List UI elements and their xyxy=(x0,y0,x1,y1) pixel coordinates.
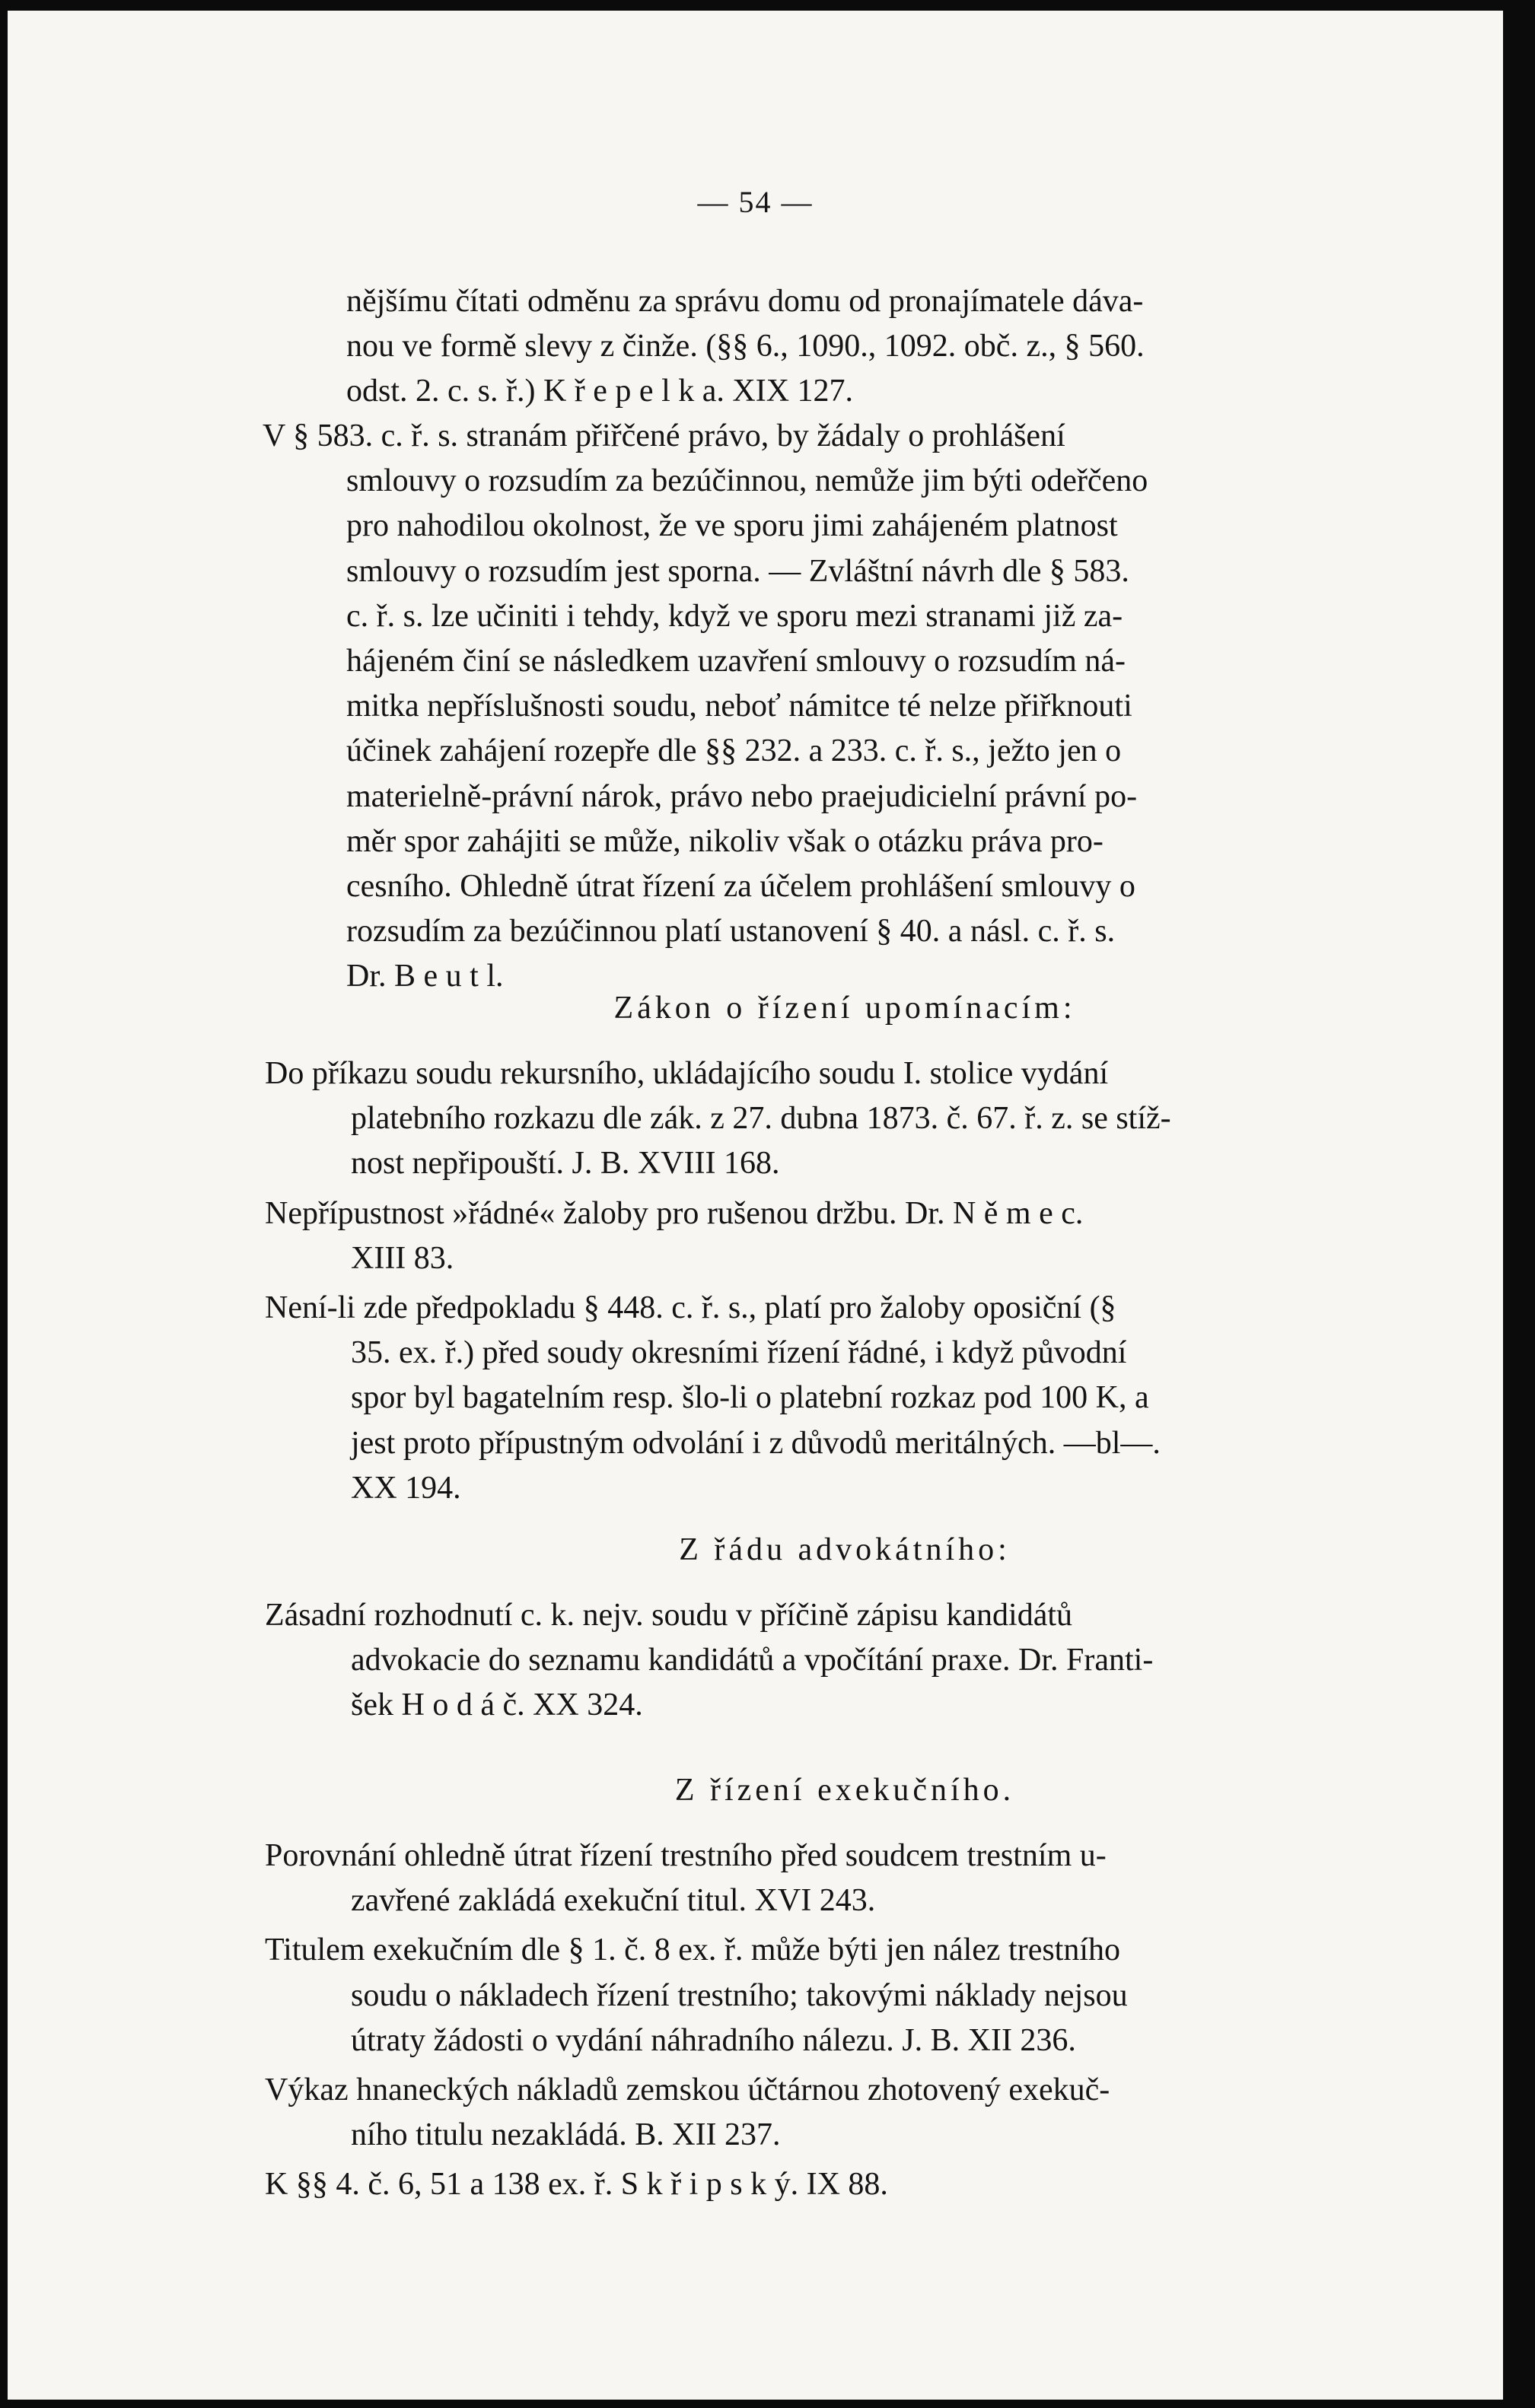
book-page xyxy=(8,11,1503,2400)
text-line: XIII 83. xyxy=(351,1240,454,1276)
text-line: Dr. B e u t l. xyxy=(346,959,504,994)
text-line: XX 194. xyxy=(351,1470,461,1506)
text-line: šek H o d á č. XX 324. xyxy=(351,1688,643,1723)
section-heading-upominaci: Zákon o řízení upomínacím: xyxy=(613,991,1076,1026)
text-line: hájeném činí se následkem uzavření smlouvy o rozsudím ná- xyxy=(346,644,1126,679)
paragraph-body xyxy=(263,459,1427,999)
text-line: 35. ex. ř.) před soudy okresními řízení řádné, i když původní xyxy=(351,1335,1127,1371)
section-heading-advokatni: Z řádu advokátního: xyxy=(679,1532,1011,1567)
text-line: spor byl bagatelním resp. šlo-li o platební rozkaz pod 100 K, a xyxy=(351,1380,1149,1416)
text-line: útraty žádosti o vydání náhradního nálezu. J. B. XII 236. xyxy=(351,2022,1076,2058)
text-line: mitka nepříslušnosti soudu, neboť námitce té nelze přiřknouti xyxy=(346,689,1132,724)
text-line: nost nepřipouští. J. B. XVIII 168. xyxy=(351,1146,780,1182)
text-line: advokacie do seznamu kandidátů a vpočítání praxe. Dr. Franti- xyxy=(351,1643,1154,1678)
text-line: zavřené zakládá exekuční titul. XVI 243. xyxy=(351,1883,876,1919)
text-line: odst. 2. c. s. ř.) K ř e p e l k a. XIX 127. xyxy=(346,374,854,409)
text-line: K §§ 4. č. 6, 51 a 138 ex. ř. S k ř i p s k ý. IX 88. xyxy=(265,2167,888,2203)
text-line: Zásadní rozhodnutí c. k. nejv. soudu v příčině zápisu kandidátů xyxy=(265,1598,1073,1633)
text-line: nou ve formě slevy z činže. (§§ 6., 1090., 1092. obč. z., § 560. xyxy=(346,329,1145,364)
text-line: platebního rozkazu dle zák. z 27. dubna 1873. č. 67. ř. z. se stíž- xyxy=(351,1101,1171,1137)
entry xyxy=(265,1593,1429,1729)
text-line: smlouvy o rozsudím jest sporna. — Zvláštní návrh dle § 583. xyxy=(346,553,1129,589)
text-line: ního titulu nezakládá. B. XII 237. xyxy=(351,2117,781,2153)
text-line: Porovnání ohledně útrat řízení trestního před soudcem trestním u- xyxy=(265,1838,1107,1873)
entry xyxy=(265,2162,1429,2207)
page-number: — 54 — xyxy=(697,185,814,219)
section-advokatni-entries xyxy=(265,1593,1429,1729)
text-line: Nepřípustnost »řádné« žaloby pro rušenou držbu. Dr. N ě m e c. xyxy=(265,1195,1084,1231)
entry xyxy=(265,1928,1429,2063)
text-line: materielně-právní nárok, právo nebo praejudicielní právní po- xyxy=(346,778,1138,814)
text-line: Do příkazu soudu rekursního, ukládajícího soudu I. stolice vydání xyxy=(265,1056,1109,1091)
text-line: účinek zahájení rozepře dle §§ 232. a 233. c. ř. s., ježto jen o xyxy=(346,733,1122,769)
text-line: Není-li zde předpokladu § 448. c. ř. s., platí pro žaloby oposiční (§ xyxy=(265,1290,1116,1326)
text-line: c. ř. s. lze učiniti i tehdy, když ve sporu mezi stranami již za- xyxy=(346,598,1123,634)
text-line: Výkaz hnaneckých nákladů zemskou účtárnou zhotovený exekuč- xyxy=(265,2072,1110,2108)
paragraph-continuation xyxy=(346,279,1427,415)
text-line: jest proto přípustným odvolání i z důvodů meritálných. —bl—. xyxy=(351,1425,1161,1461)
text-line: soudu o nákladech řízení trestního; takovými náklady nejsou xyxy=(351,1977,1128,2013)
text-line: V § 583. c. ř. s. stranám přiřčené právo, by žádaly o prohlášení xyxy=(263,418,1065,453)
text-line: měr spor zahájiti se může, nikoliv však o otázku práva pro- xyxy=(346,823,1103,859)
entry xyxy=(265,2068,1429,2158)
entry xyxy=(265,1286,1429,1511)
text-line: nějšímu čítati odměnu za správu domu od pronajímatele dáva- xyxy=(346,284,1144,319)
paragraph-arbitration xyxy=(263,414,1427,1000)
entry xyxy=(265,1191,1429,1281)
entry xyxy=(265,1834,1429,1923)
section-exekucni-entries xyxy=(265,1834,1429,2208)
entry xyxy=(265,1051,1429,1187)
section-heading-exekucni: Z řízení exekučního. xyxy=(674,1773,1015,1808)
text-line: rozsudím za bezúčinnou platí ustanovení § 40. a násl. c. ř. s. xyxy=(346,914,1116,950)
text-line: pro nahodilou okolnost, že ve sporu jimi zahájeném platnost xyxy=(346,508,1118,544)
text-line: smlouvy o rozsudím za bezúčinnou, nemůže jim býti odeřčeno xyxy=(346,463,1148,499)
section-upominaci-entries xyxy=(265,1051,1429,1511)
text-line: cesního. Ohledně útrat řízení za účelem prohlášení smlouvy o xyxy=(346,869,1135,905)
text-line: Titulem exekučním dle § 1. č. 8 ex. ř. může býti jen nález trestního xyxy=(265,1932,1121,1968)
